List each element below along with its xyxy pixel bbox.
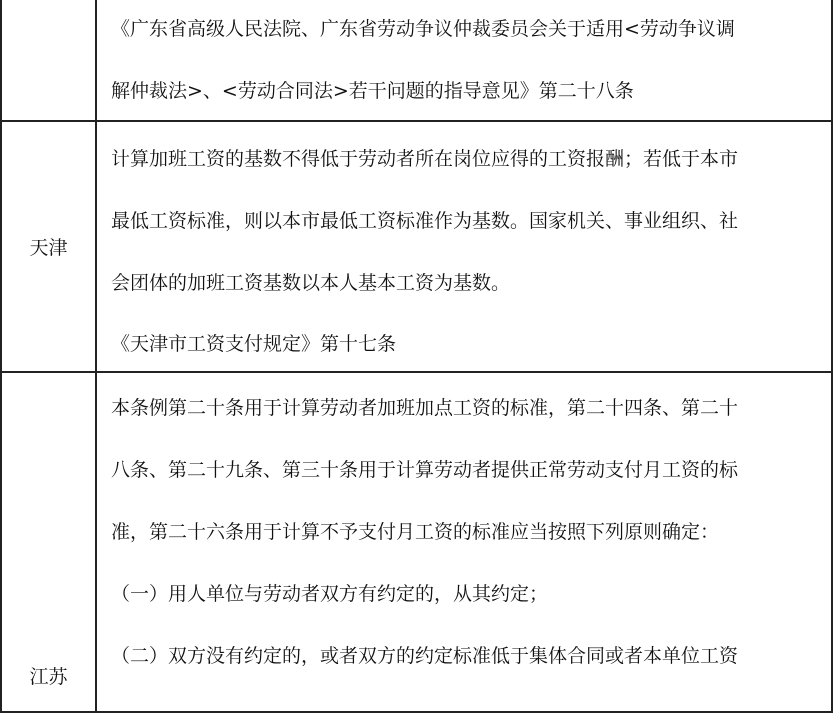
provision-cell (97, 122, 831, 371)
provision-line: 最低工资标准，则以本市最低工资标准作为基数。国家机关、事业组织、社 (111, 210, 739, 232)
provision-line: 准，第二十六条用于计算不予支付月工资的标准应当按照下列原则确定： (111, 521, 720, 543)
region-cell: 江苏 (2, 373, 97, 711)
provision-line: 会团体的加班工资基数以本人基本工资为基数。 (111, 272, 511, 294)
provision-cell (97, 373, 831, 711)
table-row (0, 373, 833, 713)
provision-line: 本条例第二十条用于计算劳动者加班加点工资的标准，第二十四条、第二十 (111, 397, 739, 419)
provision-line: 《广东省高级人民法院、广东省劳动争议仲裁委员会关于适用<劳动争议调 (111, 18, 735, 40)
provision-line: 解仲裁法>、<劳动合同法>若干问题的指导意见》第二十八条 (111, 80, 634, 102)
provision-line: （一）用人单位与劳动者双方有约定的，从其约定； (111, 583, 549, 605)
provision-line: （二）双方没有约定的，或者双方的约定标准低于集体合同或者本单位工资 (111, 645, 739, 667)
provision-line: 《天津市工资支付规定》第十七条 (111, 333, 397, 355)
region-cell: 天津 (2, 122, 97, 371)
region-cell (2, 0, 97, 120)
table-row (0, 0, 833, 122)
provision-cell (97, 0, 831, 120)
provision-line: 计算加班工资的基数不得低于劳动者所在岗位应得的工资报酬；若低于本市 (111, 148, 739, 170)
table-row (0, 122, 833, 373)
provision-line: 八条、第二十九条、第三十条用于计算劳动者提供正常劳动支付月工资的标 (111, 459, 739, 481)
